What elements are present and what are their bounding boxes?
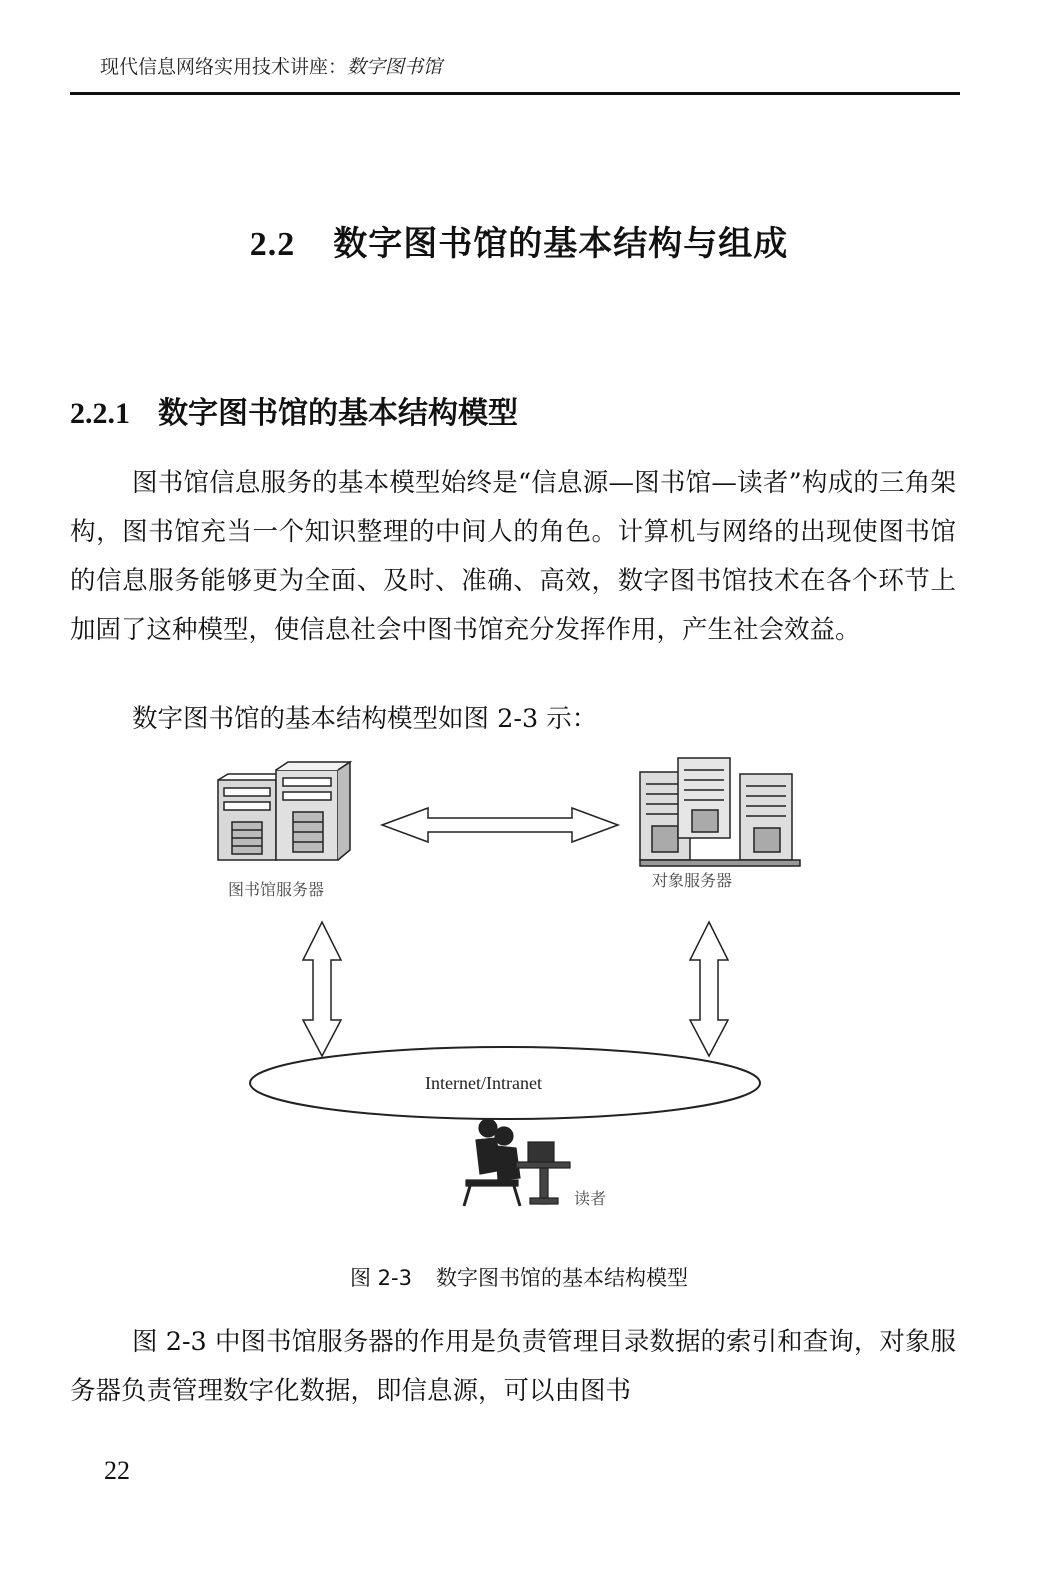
reader-label: 读者 — [574, 1189, 607, 1208]
figure-caption — [0, 1262, 1038, 1292]
section-title-text: 数字图书馆的基本结构与组成 — [333, 224, 789, 264]
object-server-label: 对象服务器 — [652, 871, 733, 890]
library-server-icon — [218, 762, 350, 860]
right-vertical-double-arrow-icon — [690, 922, 728, 1056]
object-server-icon — [640, 758, 800, 866]
header-rule — [70, 92, 960, 95]
book-title: 数字图书馆 — [347, 56, 443, 78]
reader-icon — [464, 1119, 570, 1206]
section-title — [0, 216, 1038, 265]
section-number: 2.2 — [249, 226, 296, 263]
left-vertical-double-arrow-icon — [303, 922, 341, 1056]
subsection-title — [70, 388, 518, 432]
subsection-number: 2.2.1 — [70, 397, 130, 430]
horizontal-double-arrow-icon — [382, 808, 618, 842]
series-title: 现代信息网络实用技术讲座： — [100, 56, 348, 78]
structure-model-figure — [200, 750, 840, 1220]
library-server-label: 图书馆服务器 — [228, 880, 325, 899]
body-paragraph: 图 2-3 中图书馆服务器的作用是负责管理目录数据的索引和查询，对象服务器负责管理数字化数据，即信息源，可以由图书 — [70, 1327, 956, 1406]
figure-caption-text: 数字图书馆的基本结构模型 — [435, 1266, 688, 1290]
network-label: Internet/Intranet — [425, 1073, 542, 1093]
page-number: 22 — [104, 1456, 130, 1485]
figure-number: 图 2-3 — [350, 1266, 412, 1290]
body-paragraph: 图书馆信息服务的基本模型始终是“信息源—图书馆—读者”构成的三角架构，图书馆充当一个知识整理的中间人的角色。计算机与网络的出现使图书馆的信息服务能够更为全面、及时、准确、高效，数字图书馆技术在各个环节上加固了这种模型，使信息社会中图书馆充分发挥作用，产生社会效益。 — [70, 468, 956, 645]
subsection-title-text: 数字图书馆的基本结构模型 — [158, 396, 518, 431]
running-header — [100, 52, 442, 79]
body-paragraph: 数字图书馆的基本结构模型如图 2-3 示： — [132, 704, 598, 734]
